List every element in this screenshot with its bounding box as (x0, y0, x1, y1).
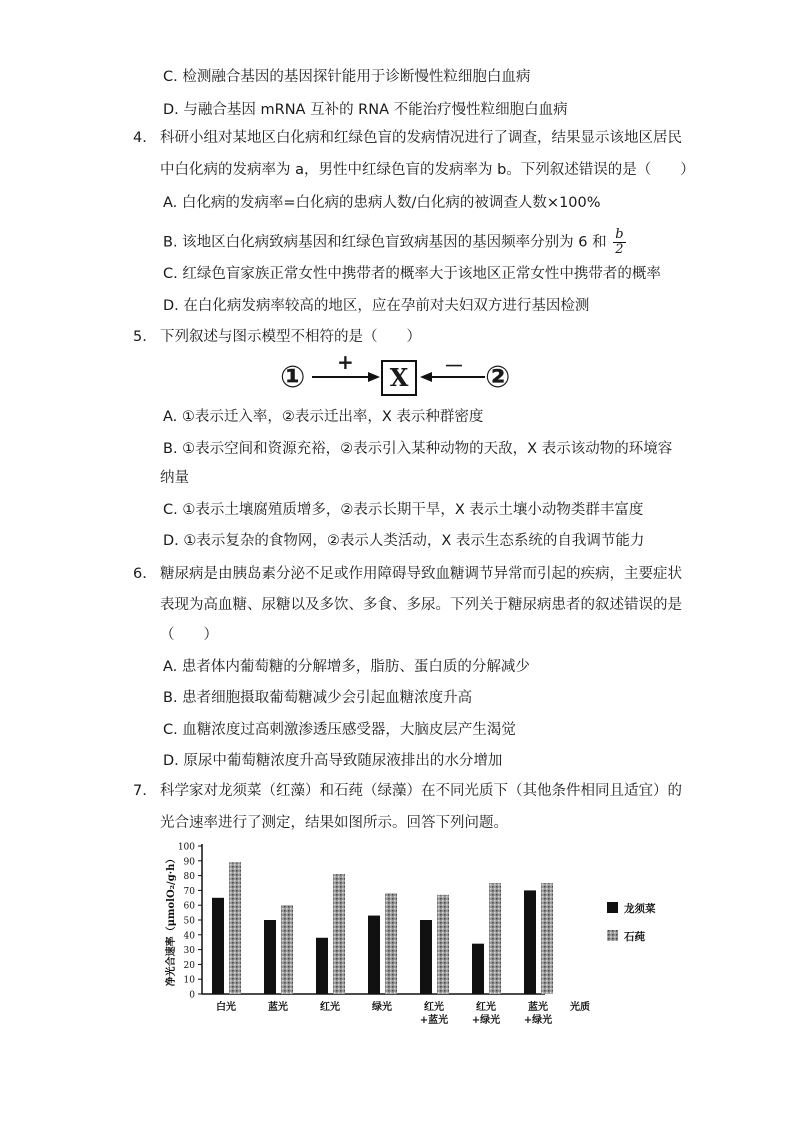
x-tick-label: 红光 (476, 1002, 496, 1013)
q4-option-b-fraction (613, 228, 625, 257)
q4-option-b-text: B. 该地区白化病致病基因和红绿色盲致病基因的基因频率分别为 6 和 (163, 234, 607, 251)
q6-stem-line3: （ ） (160, 627, 218, 643)
bar-series1 (368, 916, 380, 994)
q7-number: 7. (133, 783, 147, 799)
q5-option-a: A. ①表示迁入率，②表示迁出率，X 表示种群密度 (163, 409, 484, 425)
x-tick-label: 蓝光 (268, 1002, 288, 1013)
y-tick-label: 20 (183, 960, 195, 971)
q6-option-c: C. 血糖浓度过高刺激渗透压感受器，大脑皮层产生渴觉 (163, 722, 516, 738)
bar-series1 (420, 920, 432, 994)
bar-series1 (316, 938, 328, 994)
q5-option-b-line2: 纳量 (160, 470, 189, 486)
q4-number: 4. (133, 130, 147, 146)
bar-series1 (212, 898, 224, 994)
y-tick-label: 30 (183, 946, 195, 957)
x-tick-label: +绿光 (471, 1015, 501, 1026)
model-minus-sign: － (444, 354, 464, 378)
q5-option-c: C. ①表示土壤腐殖质增多，②表示长期干旱，X 表示土壤小动物类群丰富度 (163, 502, 644, 518)
bar-series1 (264, 920, 276, 994)
y-tick-label: 60 (183, 901, 195, 912)
q6-option-d: D. 原尿中葡萄糖浓度升高导致随尿液排出的水分增加 (163, 753, 503, 769)
x-tick-label: 蓝光 (528, 1002, 548, 1013)
q7-stem-line1: 科学家对龙须菜（红藻）和石莼（绿藻）在不同光质下（其他条件相同且适宜）的 (160, 783, 682, 799)
bar-series2 (437, 895, 449, 994)
negative-arrowhead (420, 372, 432, 382)
q7-stem-line2: 光合速率进行了测定，结果如图所示。回答下列问题。 (160, 815, 508, 831)
q5-model-diagram (280, 350, 520, 398)
q5-option-b-line1: B. ①表示空间和资源充裕，②表示引入某种动物的天敌，X 表示该动物的环境容 (163, 441, 673, 457)
q4-option-d: D. 在白化病发病率较高的地区，应在孕前对夫妇双方进行基因检测 (163, 298, 590, 314)
y-tick-label: 50 (183, 916, 195, 927)
bar-series2 (385, 893, 397, 994)
q6-stem-line2: 表现为高血糖、尿糖以及多饮、多食、多尿。下列关于糖尿病患者的叙述错误的是 (160, 597, 682, 613)
bar-series2 (229, 862, 241, 994)
y-tick-label: 80 (183, 872, 195, 883)
y-tick-label: 40 (183, 931, 195, 942)
q4-option-b (163, 228, 626, 257)
x-axis-label: 光质 (570, 1002, 590, 1013)
positive-arrowhead (368, 372, 380, 382)
bar-series1 (524, 890, 536, 994)
model-x-box: X (381, 360, 417, 396)
q6-option-a: A. 患者体内葡萄糖的分解增多，脂肪、蛋白质的分解减少 (163, 659, 530, 675)
y-tick-label: 0 (189, 990, 195, 1001)
q4-stem-line2: 中白化病的发病率为 a，男性中红绿色盲的发病率为 b。下列叙述错误的是（ ） (160, 162, 695, 178)
q5-stem: 下列叙述与图示模型不相符的是（ ） (160, 329, 421, 345)
model-node-1: ① (280, 360, 306, 395)
fraction-denominator: 2 (615, 242, 624, 257)
y-tick-label: 70 (183, 886, 195, 897)
model-node-2: ② (485, 360, 511, 395)
legend-label: 龙须菜 (624, 903, 656, 915)
x-tick-label: 绿光 (372, 1002, 392, 1013)
x-tick-label: +蓝光 (419, 1015, 449, 1026)
y-tick-label: 90 (183, 857, 195, 868)
q5-option-d: D. ①表示复杂的食物网，②表示人类活动，X 表示生态系统的自我调节能力 (163, 533, 645, 549)
q6-number: 6. (133, 566, 147, 582)
q4-option-c: C. 红绿色盲家族正常女性中携带者的概率大于该地区正常女性中携带者的概率 (163, 266, 661, 282)
x-tick-label: 红光 (424, 1002, 444, 1013)
legend-label: 石莼 (624, 931, 645, 943)
y-tick-label: 100 (177, 842, 195, 853)
q6-stem-line1: 糖尿病是由胰岛素分泌不足或作用障碍导致血糖调节异常而引起的疾病，主要症状 (160, 566, 682, 582)
q3-option-c: C. 检测融合基因的基因探针能用于诊断慢性粒细胞白血病 (163, 69, 531, 85)
bar-series1 (472, 944, 484, 994)
x-tick-label: 白光 (216, 1002, 236, 1013)
q4-option-a: A. 白化病的发病率=白化病的患病人数/白化病的被调查人数×100% (163, 195, 601, 211)
legend-swatch (607, 902, 618, 913)
bar-series2 (333, 874, 345, 994)
q5-number: 5. (133, 329, 147, 345)
model-plus-sign: + (337, 350, 354, 374)
bar-series2 (541, 883, 553, 994)
legend-swatch (607, 930, 618, 941)
bar-series2 (281, 905, 293, 994)
q4-stem-line1: 科研小组对某地区白化病和红绿色盲的发病情况进行了调查，结果显示该地区居民 (160, 130, 682, 146)
q3-option-d: D. 与融合基因 mRNA 互补的 RNA 不能治疗慢性粒细胞白血病 (163, 102, 568, 118)
y-tick-label: 10 (183, 975, 195, 986)
bar-series2 (489, 883, 501, 994)
fraction-numerator: b (615, 227, 624, 242)
x-tick-label: +绿光 (523, 1015, 553, 1026)
q6-option-b: B. 患者细胞摄取葡萄糖减少会引起血糖浓度升高 (163, 690, 473, 706)
photosynthesis-bar-chart (160, 842, 680, 1047)
y-axis-label: 净光合速率（μmolO₂/g·h） (166, 853, 177, 987)
x-tick-label: 红光 (320, 1002, 340, 1013)
